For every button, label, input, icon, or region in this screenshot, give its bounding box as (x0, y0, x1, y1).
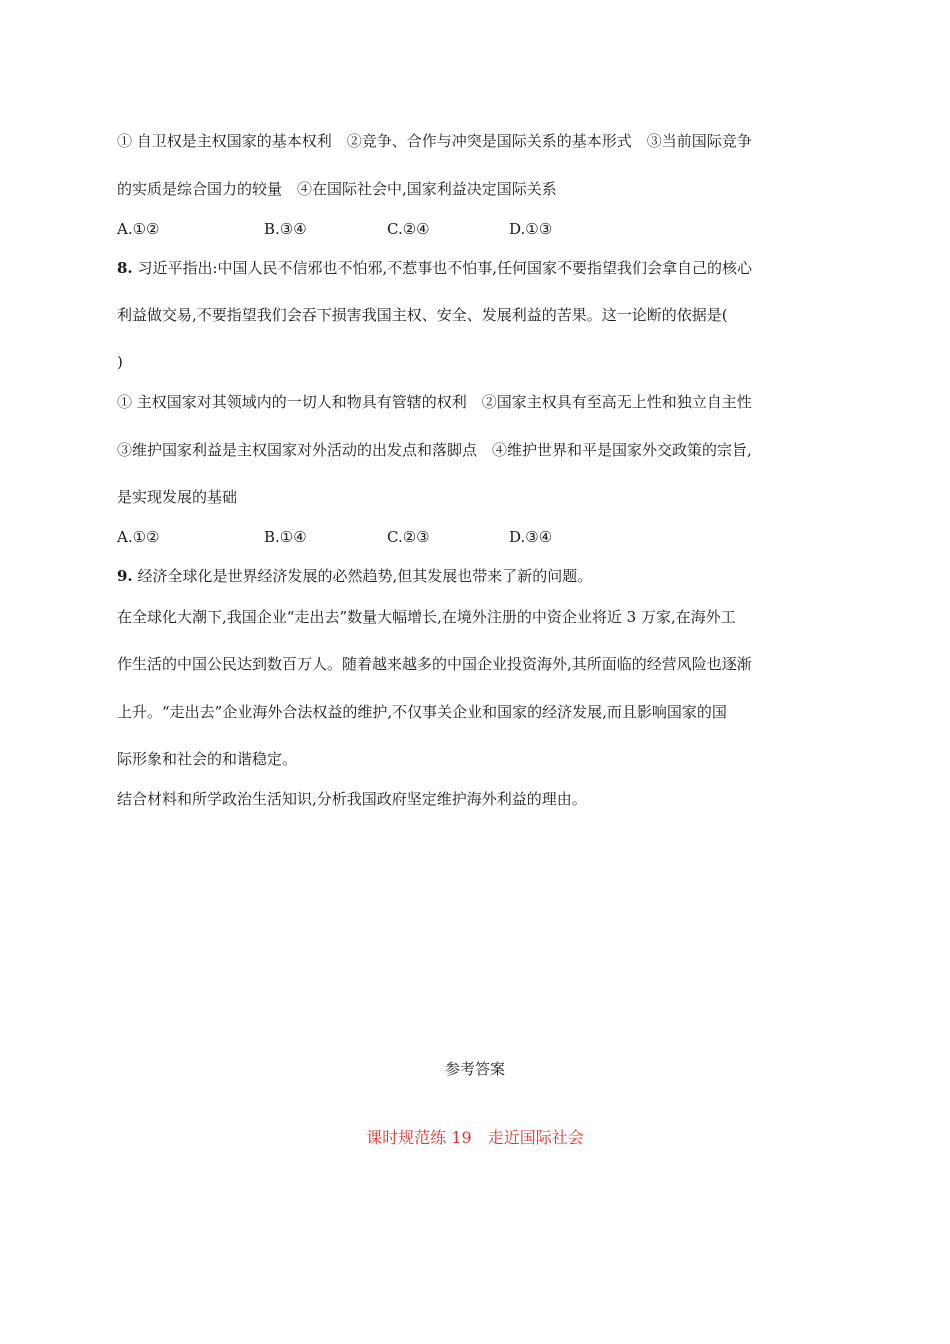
q9-material-line3: 上升。“走出去”企业海外合法权益的维护,不仅事关企业和国家的经济发展,而且影响国家的国 (117, 703, 727, 721)
q9-stem (117, 566, 592, 586)
q8-statements-line1: ① 主权国家对其领域内的一切人和物具有管辖的权利 ②国家主权具有至高无上性和独立自主性 (117, 393, 752, 411)
q7-options (117, 219, 817, 239)
q8-statements-line3: 是实现发展的基础 (117, 488, 238, 506)
answer-section-title: 参考答案 (444, 1060, 505, 1078)
q7-option-a: A.①② (117, 220, 160, 238)
q9-material-line2: 作生活的中国公民达到数百万人。随着越来越多的中国企业投资海外,其所面临的经营风险也逐渐 (117, 655, 752, 673)
q8-stem-text: 习近平指出:中国人民不信邪也不怕邪,不惹事也不怕事,任何国家不要指望我们会拿自己的核心 (137, 259, 753, 277)
q8-stem-line2: 利益做交易,不要指望我们会吞下损害我国主权、安全、发展利益的苦果。这一论断的依据是( (117, 306, 728, 324)
q7-statements-line1: ① 自卫权是主权国家的基本权利 ②竞争、合作与冲突是国际关系的基本形式 ③当前国际竞争 (117, 132, 752, 150)
q8-stem-line1 (117, 258, 752, 278)
q8-option-b: B.①④ (264, 528, 307, 546)
q9-stem-text: 经济全球化是世界经济发展的必然趋势,但其发展也带来了新的问题。 (137, 567, 593, 585)
q8-option-a: A.①② (117, 528, 160, 546)
q7-option-c: C.②④ (387, 220, 430, 238)
q8-option-d: D.③④ (509, 528, 553, 546)
q8-statements-line2: ③维护国家利益是主权国家对外活动的出发点和落脚点 ④维护世界和平是国家外交政策的宗旨, (117, 441, 752, 459)
q9-material-line1: 在全球化大潮下,我国企业“走出去”数量大幅增长,在境外注册的中资企业将近 3 万家,在海外工 (117, 608, 736, 626)
q9-number: 9. (117, 567, 133, 585)
q8-option-c: C.②③ (387, 528, 430, 546)
q8-stem-line3: ) (117, 353, 123, 371)
q7-option-d: D.①③ (509, 220, 553, 238)
q9-material-line4: 际形象和社会的和谐稳定。 (117, 750, 298, 768)
q8-options (117, 527, 817, 547)
q7-statements-line2: 的实质是综合国力的较量 ④在国际社会中,国家利益决定国际关系 (117, 180, 557, 198)
q9-question: 结合材料和所学政治生活知识,分析我国政府坚定维护海外利益的理由。 (117, 790, 587, 808)
answer-section-subtitle: 课时规范练 19 走近国际社会 (366, 1128, 584, 1147)
q8-number: 8. (117, 259, 133, 277)
q7-option-b: B.③④ (264, 220, 307, 238)
